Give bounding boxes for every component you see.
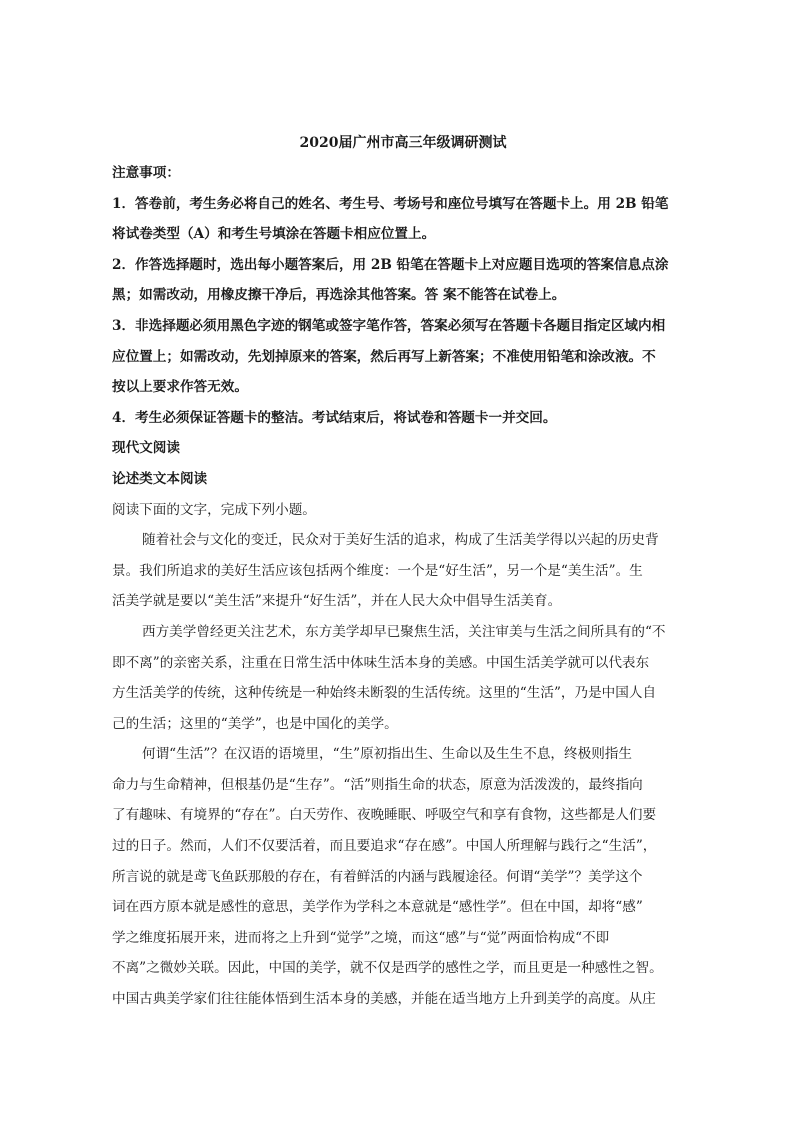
notice-line: 黑；如需改动，用橡皮擦干净后，再选涂其他答案。答 案不能答在试卷上。 — [112, 287, 566, 304]
section-heading: 现代文阅读 — [112, 440, 180, 457]
passage-line: 何谓“生活”？在汉语的语境里，“生”原初指出生、生命以及生生不息，终极则指生 — [142, 746, 632, 763]
passage-line: 中国古典美学家们往往能体悟到生活本身的美感，并能在适当地方上升到美学的高度。从庄 — [112, 991, 656, 1008]
notice-line: 1．答卷前，考生务必将自己的姓名、考生号、考场号和座位号填写在答题卡上。用 2B 铅笔 — [112, 195, 669, 212]
notice-heading: 注意事项： — [112, 165, 180, 181]
notice-line: 2．作答选择题时，选出每小题答案后，用 2B 铅笔在答题卡上对应题目选项的答案信息点涂 — [112, 256, 669, 273]
passage-line: 方生活美学的传统，这种传统是一种始终未断裂的生活传统。这里的“生活”，乃是中国人自 — [112, 685, 657, 702]
passage-line: 过的日子。然而，人们不仅要活着，而且要追求“存在感”。中国人所理解与践行之“生活”， — [112, 838, 657, 855]
notice-line: 4．考生必须保证答题卡的整洁。考试结束后，将试卷和答题卡一并交回。 — [112, 409, 557, 426]
passage-line: 不离”之微妙关联。因此，中国的美学，就不仅是西学的感性之学，而且更是一种感性之智。 — [112, 960, 663, 977]
passage-line: 西方美学曾经更关注艺术，东方美学却早已聚焦生活，关注审美与生活之间所具有的“不 — [142, 623, 666, 640]
passage-line: 了有趣味、有境界的“存在”。白天劳作、夜晚睡眠、呼吸空气和享有食物，这些都是人们要 — [112, 807, 657, 824]
notice-line: 将试卷类型（A）和考生号填涂在答题卡相应位置上。 — [112, 226, 436, 243]
passage-line: 景。我们所追求的美好生活应该包括两个维度：一个是“好生活”，另一个是“美生活”。生 — [112, 562, 643, 579]
passage-line: 己的生活；这里的“美学”，也是中国化的美学。 — [112, 715, 398, 732]
exam-page — [112, 128, 684, 1015]
passage-line: 词在西方原本就是感性的意思，美学作为学科之本意就是“感性学”。但在中国，却将“感” — [112, 899, 643, 916]
passage-line: 活美学就是要以“美生活”来提升“好生活”，并在人民大众中倡导生活美育。 — [112, 593, 562, 610]
notice-line: 按以上要求作答无效。 — [112, 379, 248, 396]
exam-title: 2020届广州市高三年级调研测试 — [299, 135, 507, 151]
instruction: 阅读下面的文字，完成下列小题。 — [112, 501, 316, 518]
passage-line: 命力与生命精神，但根基仍是“生存”。“活”则指生命的状态，原意为活泼泼的，最终指向 — [112, 776, 643, 793]
passage-line: 所言说的就是鸢飞鱼跃那般的存在，有着鲜活的内涵与践履途径。何谓“美学”？美学这个 — [112, 868, 643, 885]
passage-line: 即不离”的亲密关系，注重在日常生活中体味生活本身的美感。中国生活美学就可以代表东 — [112, 654, 650, 671]
notice-line: 应位置上；如需改动，先划掉原来的答案，然后再写上新答案；不准使用铅笔和涂改液。不 — [112, 348, 656, 365]
passage-line: 学之维度拓展开来，进而将之上升到“觉学”之境，而这“感”与“觉”两面恰构成“不即 — [112, 929, 610, 946]
subsection-heading: 论述类文本阅读 — [112, 470, 208, 487]
passage-line: 随着社会与文化的变迁，民众对于美好生活的追求，构成了生活美学得以兴起的历史背 — [142, 532, 659, 549]
notice-line: 3．非选择题必须用黑色字迹的钢笔或签字笔作答，答案必须写在答题卡各题目指定区域内相 — [112, 317, 666, 334]
